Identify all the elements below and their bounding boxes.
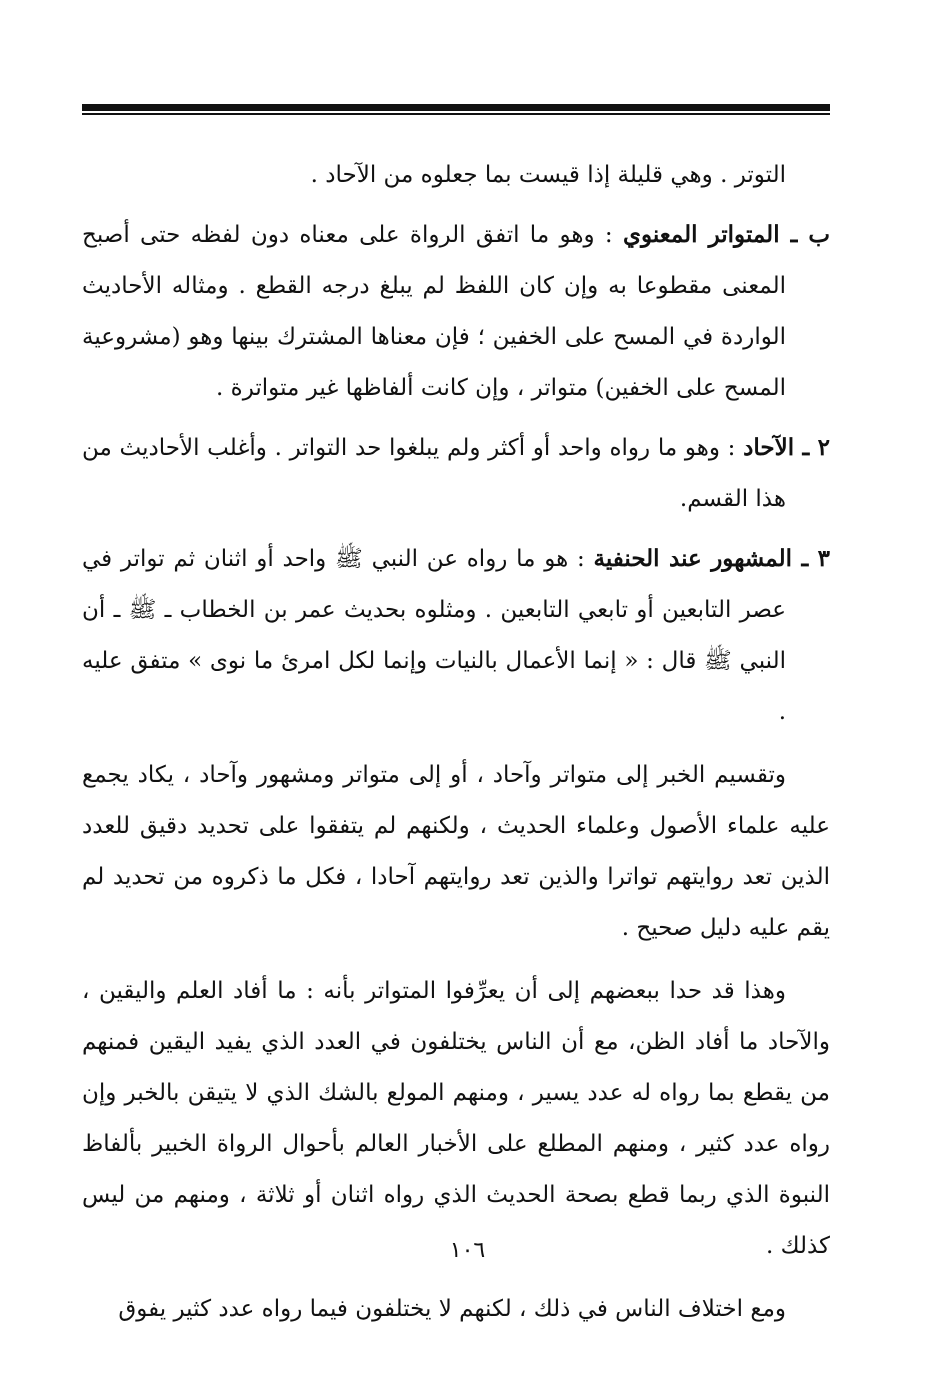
item-text: : وهو ما رواه واحد أو أكثر ولم يبلغوا حد التواتر . وأغلب الأحاديث من هذا القسم.: [82, 435, 786, 512]
paragraph-text: التوتر . وهي قليلة إذا قيست بما جعلوه من الآحاد .: [310, 162, 786, 188]
list-item-mashhur: [82, 533, 830, 738]
item-text: : هو ما رواه عن النبي ﷺ واحد أو اثنان ثم تواتر في عصر التابعين أو تابعي التابعين . ومثلوه بحديث عمر بن الخطاب ـ ﷺ ـ أن النبي ﷺ قال : « إنما الأعمال بالنيات وإنما لكل امرئ ما نوى » متفق عليه .: [82, 546, 786, 725]
list-item-mutawatir-manawi: [82, 209, 830, 414]
paragraph: [82, 1284, 830, 1335]
header-rule-thin: [82, 113, 830, 115]
paragraph-text: وتقسيم الخبر إلى متواتر وآحاد ، أو إلى متواتر ومشهور وآحاد ، يكاد يجمع عليه علماء الأصول وعلماء الحديث ، ولكنهم لم يتفقوا على تحديد دقيق للعدد الذين تعد روايتهم تواترا والذين تعد روايتهم آحادا ، فكل ما ذكروه من تحديد لم يقم عليه دليل صحيح .: [82, 762, 830, 941]
list-item-ahad: [82, 422, 830, 525]
paragraph-text: ومع اختلاف الناس في ذلك ، لكنهم لا يختلفون فيما رواه عدد كثير يفوق: [118, 1296, 786, 1322]
paragraph-continued: [82, 150, 830, 201]
item-heading: ٢ ـ الآحاد: [743, 434, 830, 461]
page-number: ١٠٦: [449, 1238, 486, 1263]
body-text: [82, 150, 830, 1335]
paragraph: [82, 966, 830, 1272]
paragraph-text: وهذا قد حدا ببعضهم إلى أن يعرِّفوا المتواتر بأنه : ما أفاد العلم واليقين ، والآحاد ما أفاد الظن، مع أن الناس يختلفون في العدد الذي يفيد اليقين فمنهم من يقطع بما رواه له عدد يسير ، ومنهم المولع بالشك الذي لا يتيقن بالخبر وإن رواه عدد كثير ، ومنهم المطلع على الأخبار العالم بأحوال الرواة الخبير بألفاظ النبوة الذي ربما قطع بصحة الحديث الذي رواه اثنان أو ثلاثة ، ومنهم من ليس كذلك .: [82, 978, 830, 1259]
item-text: : وهو ما اتفق الرواة على معناه دون لفظه حتى أصبح المعنى مقطوعا به وإن كان اللفظ لم يبلغ درجه القطع . ومثاله الأحاديث الواردة في المسح على الخفين ؛ فإن معناها المشترك بينها وهو (مشروعية المسح على الخفين) متواتر ، وإن كانت ألفاظها غير متواترة .: [82, 222, 786, 401]
item-heading: ب ـ المتواتر المعنوي: [622, 221, 830, 248]
item-heading: ٣ ـ المشهور عند الحنفية: [593, 545, 830, 572]
header-rule: [82, 104, 830, 111]
paragraph: [82, 750, 830, 954]
